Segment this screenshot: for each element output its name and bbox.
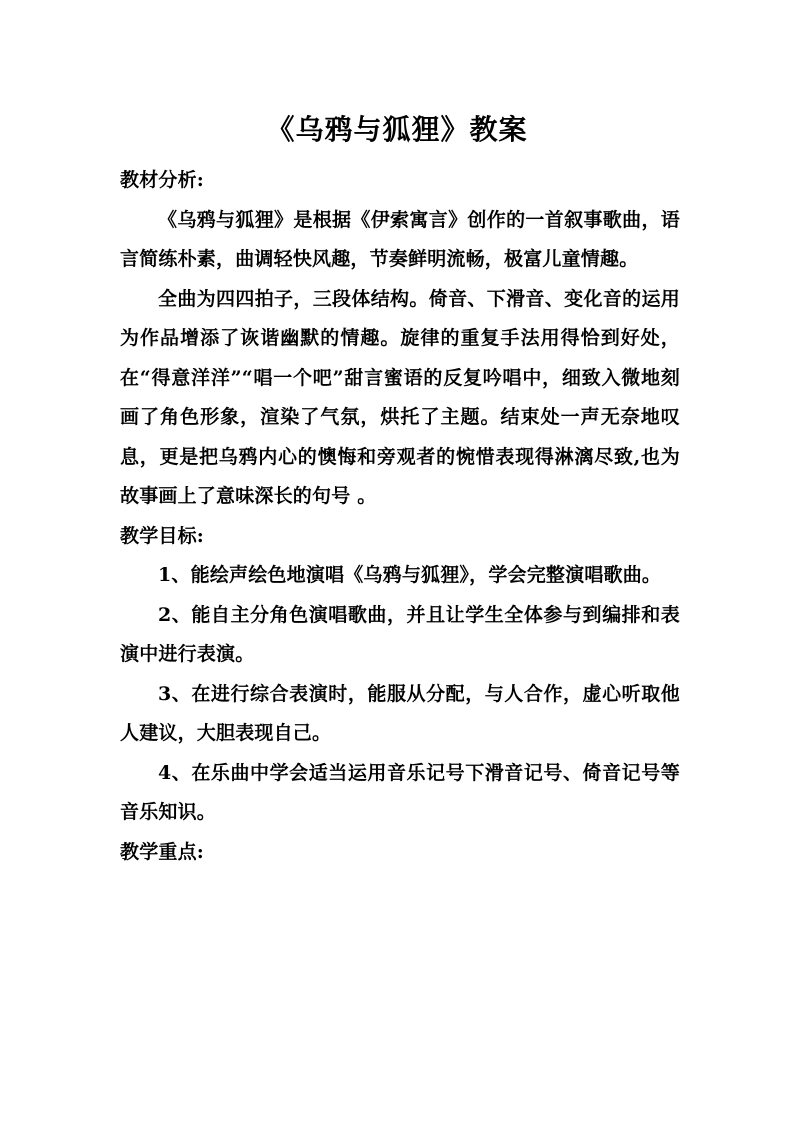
goal-item-3: 3、在进行综合表演时，能服从分配，与人合作，虚心听取他人建议，大胆表现自己。: [120, 682, 680, 744]
goal-item-1: 1、能绘声绘色地演唱《乌鸦与狐狸》，学会完整演唱歌曲。: [158, 564, 662, 586]
analysis-paragraph-1: 《乌鸦与狐狸》是根据《伊索寓言》创作的一首叙事歌曲，语言简练朴素，曲调轻快风趣，节奏鲜明流畅，极富儿童情趣。: [120, 208, 680, 270]
document-body: [120, 161, 680, 872]
key-points-heading: 教学重点:: [120, 840, 205, 863]
goals-heading: 教学目标:: [120, 524, 205, 547]
analysis-heading: 教材分析:: [120, 169, 205, 191]
document-title: 《乌鸦与狐狸》教案: [266, 113, 528, 146]
goal-item-4: 4、在乐曲中学会适当运用音乐记号下滑音记号、倚音记号等音乐知识。: [120, 761, 680, 823]
goal-item-2: 2、能自主分角色演唱歌曲，并且让学生全体参与到编排和表演中进行表演。: [120, 603, 680, 665]
analysis-paragraph-2: 全曲为四四拍子，三段体结构。倚音、下滑音、变化音的运用为作品增添了诙谐幽默的情趣。旋律的重复手法用得恰到好处，在“得意洋洋”“唱一个吧”甜言蜜语的反复吟唱中，细致入微地刻画了角色形象，渲染了气氛，烘托了主题。结束处一声无奈地叹息，更是把乌鸦内心的懊悔和旁观者的惋惜表现得淋漓尽致,也为故事画上了意味深长的句号 。: [120, 287, 680, 507]
